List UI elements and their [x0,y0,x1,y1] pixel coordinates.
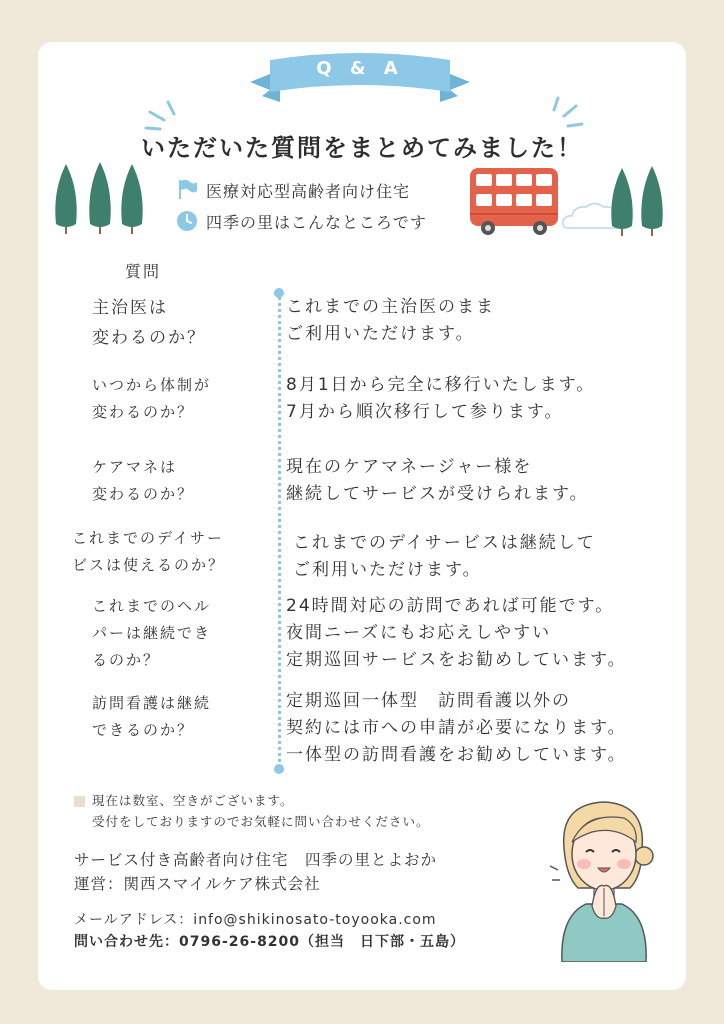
facility-operator: 運営：関西スマイルケア株式会社 [74,875,321,893]
question-6: 訪問看護は継続 できるのか？ [92,694,212,739]
question-2: いつから体制が 変わるのか？ [92,376,212,421]
facility-name: サービス付き高齢者向け住宅 四季の里とよおか [74,851,438,869]
notice-marker [74,796,85,807]
answer-4: これまでのデイサービスは継続して ご利用いただけます。 [293,533,596,580]
bus-illustration [466,164,562,238]
banner-label: Q & A [316,58,404,79]
contact-email: メールアドレス：info@shikinosato-toyooka.com [74,912,437,928]
question-1: 主治医は 変わるのか？ [92,298,206,348]
timeline-divider [278,292,281,768]
info-line-1: 医療対応型高齢者向け住宅 [206,182,411,201]
facility-info [74,848,437,896]
contact-phone: 問い合わせ先：0796-26-8200（担当 日下部・五島） [74,934,466,950]
answer-3: 現在のケアマネージャー様を 継続してサービスが受けられます。 [286,457,589,504]
questions-header: 質問 [125,262,162,281]
timeline-dot-top [274,288,284,298]
clock-icon [176,210,198,232]
info-line-2: 四季の里はこんなところです [206,213,427,232]
answer-5: 24時間対応の訪問であれば可能です。 夜間ニーズにもお応えしやすい 定期巡回サービスをお勧めしています。 [286,596,627,670]
question-5: これまでのヘル パーは継続でき るのか？ [92,597,212,669]
answer-2: 8月1日から完全に移行いたします。 7月から順次移行して参ります。 [286,375,596,422]
page-title: いただいた質問をまとめてみました！ [141,134,583,162]
flag-icon [176,178,198,200]
answer-1: これまでの主治医のまま ご利用いただけます。 [286,297,495,344]
question-3: ケアマネは 変わるのか？ [92,458,195,503]
vacancy-notice: 現在は数室、空きがございます。 受付をしておりますのでお気軽に問い合わせください。 [92,793,430,829]
timeline-dot-bottom [274,764,284,774]
answer-6: 定期巡回一体型 訪問看護以外の 契約には市への申請が必要になります。 一体型の訪問看護をお勧めしています。 [286,691,627,765]
trees-left-illustration [52,160,152,236]
trees-right-illustration [606,164,668,238]
question-4: これまでのデイサー ビスは使えるのか？ [72,529,226,574]
staff-woman-illustration [546,796,662,962]
